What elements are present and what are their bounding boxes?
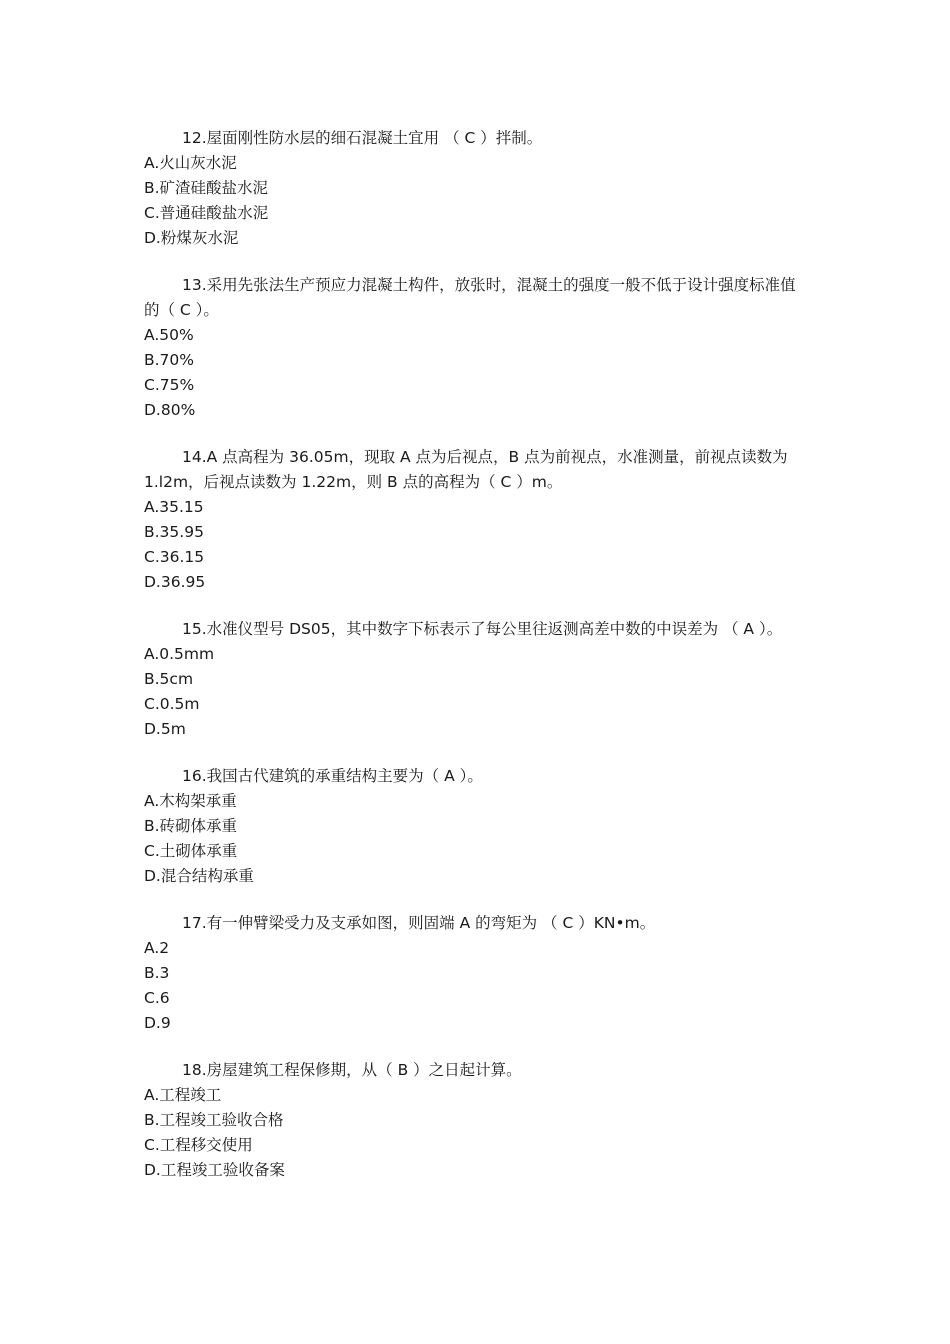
question-stem: 18.房屋建筑工程保修期，从（ B ）之日起计算。 <box>182 1061 522 1079</box>
option-a: A.0.5mm <box>144 645 215 663</box>
question-15 <box>144 617 804 742</box>
option-a: A.50% <box>144 326 194 344</box>
question-stem: 15.水准仪型号 DS05，其中数字下标表示了每公里往返测高差中数的中误差为 （ A ）。 <box>182 620 783 638</box>
option-d: D.5m <box>144 720 186 738</box>
option-d: D.9 <box>144 1014 171 1032</box>
option-d: D.混合结构承重 <box>144 867 254 885</box>
option-b: B.5cm <box>144 670 194 688</box>
option-a: A.火山灰水泥 <box>144 154 237 172</box>
option-c: C.6 <box>144 989 170 1007</box>
question-list <box>144 126 804 1205</box>
question-18 <box>144 1058 804 1183</box>
question-17 <box>144 911 804 1036</box>
option-d: D.80% <box>144 401 196 419</box>
option-a: A.35.15 <box>144 498 204 516</box>
question-stem: 12.屋面刚性防水层的细石混凝土宜用 （ C ）拌制。 <box>182 129 543 147</box>
option-c: C.0.5m <box>144 695 200 713</box>
question-16 <box>144 764 804 889</box>
option-c: C.普通硅酸盐水泥 <box>144 204 269 222</box>
option-d: D.粉煤灰水泥 <box>144 229 239 247</box>
option-a: A.木构架承重 <box>144 792 237 810</box>
option-c: C.75% <box>144 376 195 394</box>
option-b: B.工程竣工验收合格 <box>144 1111 284 1129</box>
question-stem: 13.采用先张法生产预应力混凝土构件，放张时，混凝土的强度一般不低于设计强度标准值的（ C ）。 <box>144 276 796 319</box>
option-d: D.36.95 <box>144 573 206 591</box>
option-a: A.工程竣工 <box>144 1086 222 1104</box>
option-a: A.2 <box>144 939 170 957</box>
question-stem: 14.A 点高程为 36.05m，现取 A 点为后视点，B 点为前视点，水准测量，前视点读数为 1.l2m，后视点读数为 1.22m，则 B 点的高程为（ C ）m。 <box>144 448 788 491</box>
question-12 <box>144 126 804 251</box>
question-13 <box>144 273 804 423</box>
option-b: B.砖砌体承重 <box>144 817 238 835</box>
option-b: B.矿渣硅酸盐水泥 <box>144 179 269 197</box>
option-d: D.工程竣工验收备案 <box>144 1161 285 1179</box>
option-c: C.工程移交使用 <box>144 1136 253 1154</box>
question-14 <box>144 445 804 595</box>
question-stem: 17.有一伸臂梁受力及支承如图，则固端 A 的弯矩为 （ C ）KN•m。 <box>182 914 656 932</box>
option-b: B.3 <box>144 964 170 982</box>
option-b: B.70% <box>144 351 195 369</box>
option-c: C.36.15 <box>144 548 205 566</box>
option-b: B.35.95 <box>144 523 204 541</box>
option-c: C.土砌体承重 <box>144 842 238 860</box>
question-stem: 16.我国古代建筑的承重结构主要为（ A ）。 <box>182 767 483 785</box>
